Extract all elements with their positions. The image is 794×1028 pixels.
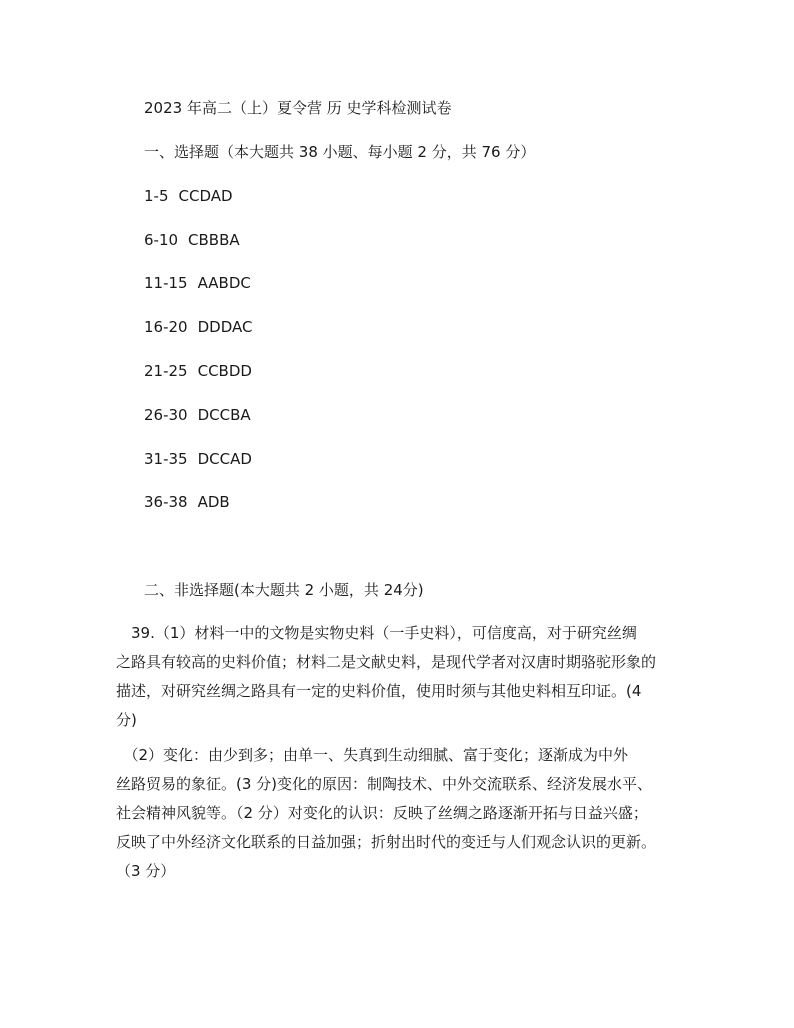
answer-letters: CCBDD [197,362,252,380]
answer-letters: ADB [197,493,230,511]
section1-heading: 一、选择题（本大题共 38 小题、每小题 2 分，共 76 分） [144,143,536,161]
answer-letters: CCDAD [178,187,233,205]
answer-letters: AABDC [197,274,251,292]
paragraph-line: 丝路贸易的象征。(3 分)变化的原因：制陶技术、中外交流联系、经济发展水平、 [116,775,653,793]
answer-range: 21-25 [144,362,188,380]
answer-row [144,317,252,337]
answer-row [144,449,252,469]
answer-row [144,273,251,293]
answer-range: 26-30 [144,406,188,424]
answer-row [144,492,230,512]
paragraph-line: 39.（1）材料一中的文物是实物史料（一手史料），可信度高，对于研究丝绸 [116,624,637,642]
answer-range: 31-35 [144,450,188,468]
answer-range: 11-15 [144,274,188,292]
document-title: 2023 年高二（上）夏令营 历 史学科检测试卷 [144,99,452,117]
answer-letters: DCCBA [197,406,251,424]
answer-row [144,405,251,425]
answer-row [144,361,252,381]
answer-row [144,230,240,250]
answer-letters: DCCAD [197,450,252,468]
answer-letters: CBBBA [188,231,240,249]
answer-range: 6-10 [144,231,179,249]
paragraph-line: （2）变化：由少到多；由单一、失真到生动细腻、富于变化；逐渐成为中外 [116,746,629,764]
answer-row [144,186,233,206]
paragraph-line: （3 分） [116,862,176,880]
paragraph-line: 反映了中外经济文化联系的日益加强；折射出时代的变迁与人们观念认识的更新。 [116,833,657,851]
answer-range: 16-20 [144,318,188,336]
section2-heading: 二、非选择题(本大题共 2 小题，共 24分) [144,581,424,599]
q39-part2-paragraph [116,741,682,886]
paragraph-line: 社会精神风貌等。（2 分）对变化的认识：反映了丝绸之路逐渐开拓与日益兴盛； [116,804,648,822]
answer-range: 36-38 [144,493,188,511]
q39-part1-paragraph [116,619,682,735]
paragraph-line: 分) [116,711,137,729]
paragraph-line: 之路具有较高的史料价值；材料二是文献史料，是现代学者对汉唐时期骆驼形象的 [116,653,657,671]
answer-range: 1-5 [144,187,169,205]
answer-letters: DDDAC [197,318,253,336]
paragraph-line: 描述，对研究丝绸之路具有一定的史料价值，使用时须与其他史料相互印证。(4 [116,682,642,700]
